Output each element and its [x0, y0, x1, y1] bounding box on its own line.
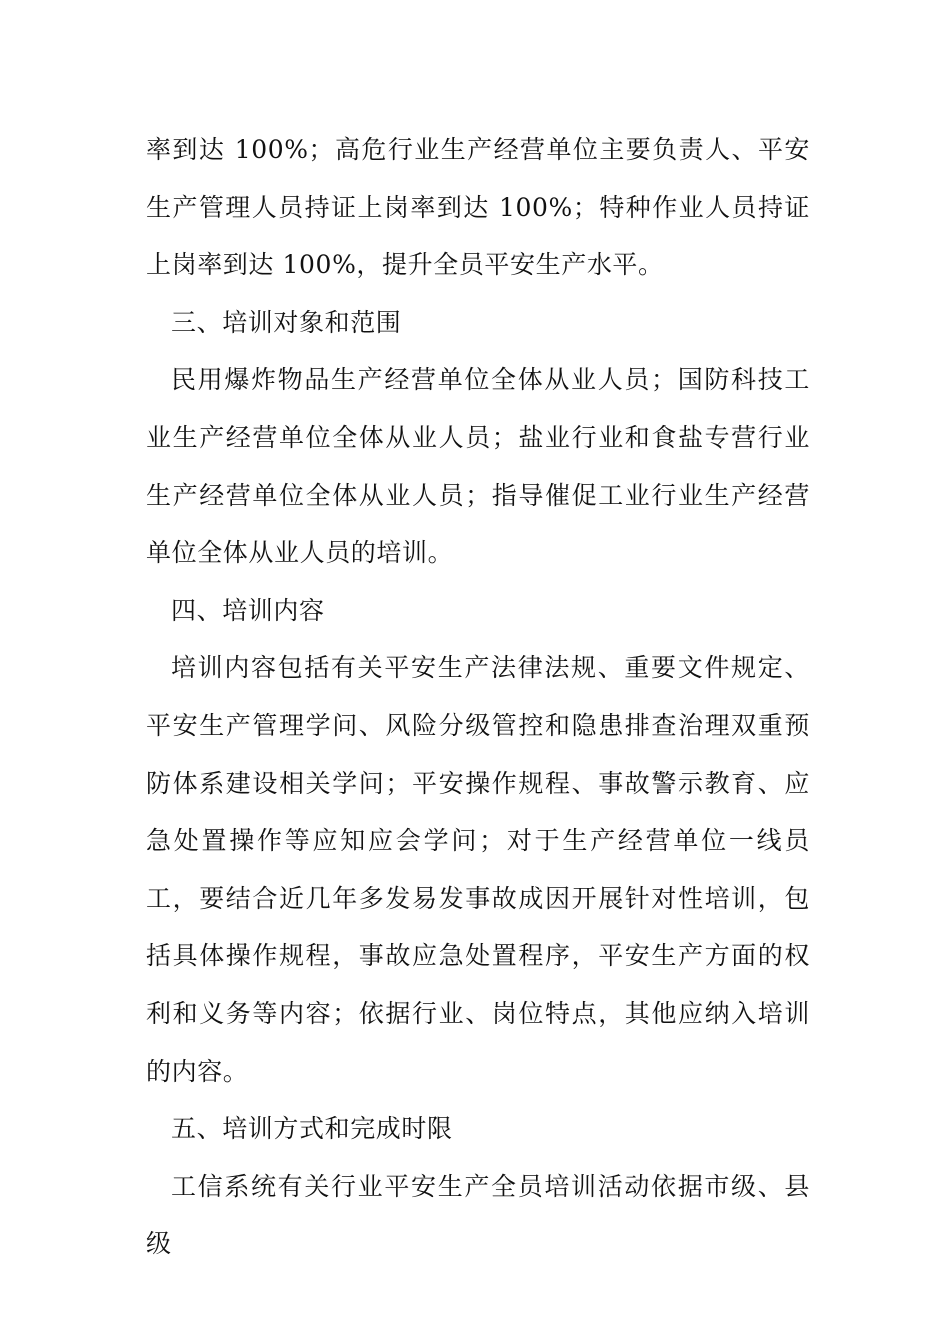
paragraph-training-targets: 民用爆炸物品生产经营单位全体从业人员；国防科技工业生产经营单位全体从业人员；盐业行业和食盐专营行业生产经营单位全体从业人员；指导催促工业行业生产经营单位全体从业人员的培训。: [146, 365, 810, 568]
heading-training-content: 四、培训内容: [171, 595, 325, 625]
paragraph-training-method: 工信系统有关行业平安生产全员培训活动依据市级、县级: [146, 1171, 810, 1259]
document-body: [146, 121, 810, 1273]
paragraph-target-rates: 率到达 100%；高危行业生产经营单位主要负责人、平安生产管理人员持证上岗率到达 100%；特种作业人员持证上岗率到达 100%，提升全员平安生产水平。: [146, 135, 810, 280]
heading-training-targets-scope: 三、培训对象和范围: [171, 307, 402, 337]
paragraph-training-content: 培训内容包括有关平安生产法律法规、重要文件规定、平安生产管理学问、风险分级管控和隐患排查治理双重预防体系建设相关学问；平安操作规程、事故警示教育、应急处置操作等应知应会学问；对于生产经营单位一线员工，要结合近几年多发易发事故成因开展针对性培训，包括具体操作规程，事故应急处置程序，平安生产方面的权利和义务等内容；依据行业、岗位特点，其他应纳入培训的内容。: [146, 653, 810, 1086]
heading-training-method-deadline: 五、培训方式和完成时限: [171, 1114, 453, 1144]
